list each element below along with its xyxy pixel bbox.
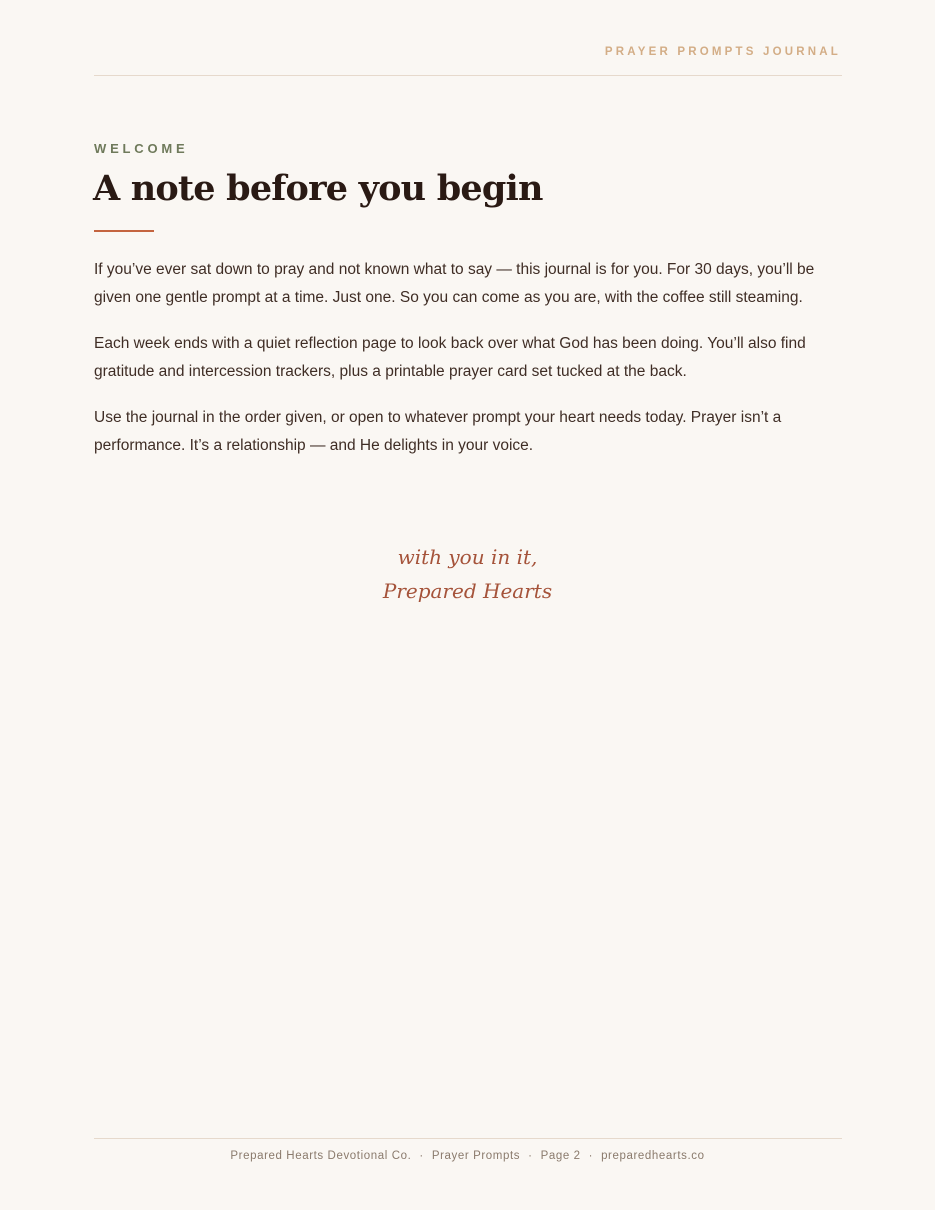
body-paragraph-3: Use the journal in the order given, or open to whatever prompt your heart needs today. Prayer isn’t a performance. It’s a relationship — and He delights in your voice. [94,409,782,454]
page-footer [0,1150,935,1162]
signoff [0,540,935,608]
footer-separator: · [588,1150,594,1162]
footer-title: Prayer Prompts [431,1150,521,1162]
page-title: A note before you begin [93,168,543,209]
body-text [94,256,846,478]
footer-separator: · [528,1150,533,1162]
running-header: PRAYER PROMPTS JOURNAL [604,46,841,58]
footer-company: Prepared Hearts Devotional Co. [230,1150,412,1162]
section-eyebrow: WELCOME [94,141,189,156]
body-paragraph-2: Each week ends with a quiet reflection page to look back over what God has been doing. You’ll also find gratitude and intercession trackers, plus a printable prayer card set tucked at the back. [94,335,806,380]
header-divider [94,75,842,76]
signoff-line-2: Prepared Hearts [382,579,553,603]
body-paragraph-1: If you’ve ever sat down to pray and not known what to say — this journal is for you. For 30 days, you’ll be given one gentle prompt at a time. Just one. So you can come as you are, with the coffee still steaming. [94,261,815,306]
signoff-line-1: with you in it, [397,545,538,569]
title-underline [94,230,154,232]
footer-divider [94,1138,842,1139]
footer-website: preparedhearts.co [601,1150,705,1162]
footer-separator: · [419,1150,424,1162]
footer-page-number: Page 2 [540,1150,581,1162]
